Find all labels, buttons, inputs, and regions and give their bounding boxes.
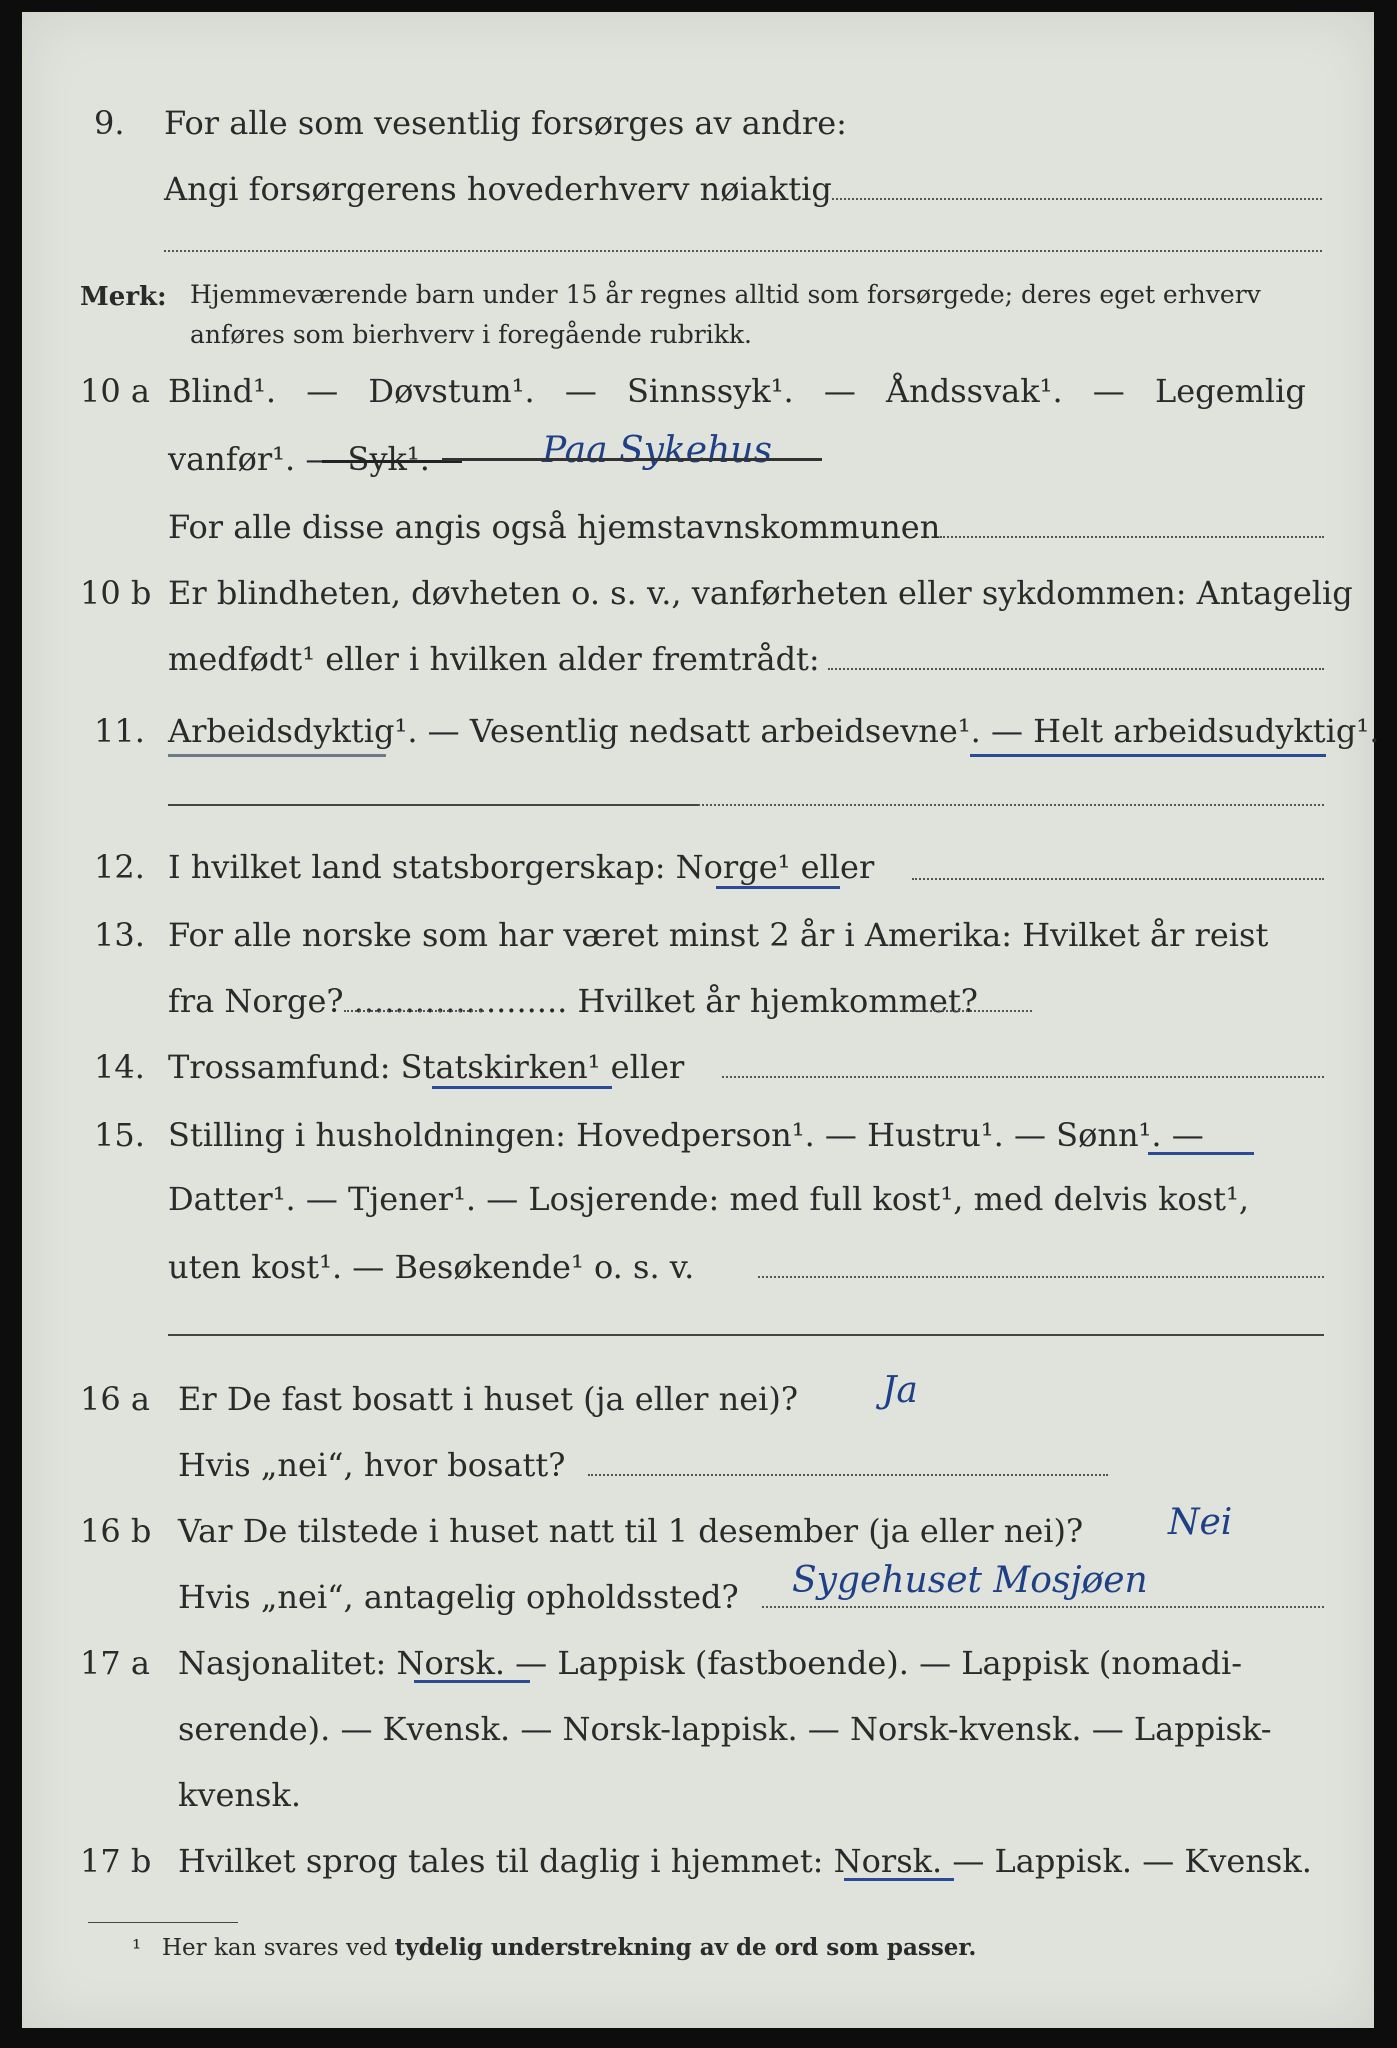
- item-10b-line-2: medfødt¹ eller i hvilken alder fremtrådt:: [168, 640, 820, 678]
- item-15-line-2: Datter¹. — Tjener¹. — Losjerende: med full kost¹, med delvis kost¹,: [168, 1180, 1250, 1218]
- item-17b-number: 17 b: [80, 1842, 152, 1880]
- underline-arbeidsdyktig: [168, 754, 386, 757]
- item-10a-line-3: For alle disse angis også hjemstavnskommunen: [168, 508, 941, 546]
- item-10a-line-1: Blind¹. — Døvstum¹. — Sinnssyk¹. — Åndssvak¹. — Legemlig: [168, 372, 1306, 410]
- item-13-line-1: For alle norske som har været minst 2 år i Amerika: Hvilket år reist: [168, 916, 1269, 954]
- item-10a-line-2: vanfør¹. — Syk¹.: [168, 440, 430, 478]
- item-15-rule: [168, 1334, 1324, 1336]
- underline-helt-arbeidsudyktig: [970, 754, 1326, 757]
- item-12-number: 12.: [94, 848, 145, 886]
- handwritten-16a-answer: Ja: [882, 1370, 918, 1411]
- item-16b-answer-line[interactable]: [762, 1606, 1324, 1608]
- item-17a-line-2: serende). — Kvensk. — Norsk-lappisk. — Norsk-kvensk. — Lappisk-: [178, 1710, 1272, 1748]
- item-17a-line-3: kvensk.: [178, 1776, 301, 1814]
- item-11-answer-line[interactable]: [698, 804, 1324, 806]
- footnote-text-bold: tydelig understrekning av de ord som passer.: [394, 1934, 977, 1961]
- item-9-text: For alle som vesentlig forsørges av andre:: [164, 104, 847, 142]
- item-14-answer-line[interactable]: [722, 1076, 1324, 1078]
- item-16a-number: 16 a: [80, 1380, 150, 1418]
- crossed-out-word: [322, 460, 462, 463]
- item-12-answer-line[interactable]: [912, 878, 1324, 880]
- underline-norsk-17a: [414, 1680, 530, 1683]
- handwritten-16b-place: Sygehuset Mosjøen: [792, 1560, 1148, 1601]
- item-15-answer-line[interactable]: [758, 1276, 1324, 1278]
- note-line-1: Hjemmeværende barn under 15 år regnes alltid som forsørgede; deres eget erhverv: [190, 280, 1261, 309]
- item-13-departure-line[interactable]: [344, 1010, 484, 1012]
- handwritten-16b-answer: Nei: [1168, 1502, 1233, 1543]
- item-11-number: 11.: [94, 712, 145, 750]
- footnote-text-plain: Her kan svares ved: [162, 1935, 388, 1961]
- handwritten-10a-answer: Paa Sykehus: [542, 430, 772, 471]
- item-11-rule: [168, 804, 698, 806]
- item-17a-number: 17 a: [80, 1644, 150, 1682]
- underline-norsk-17b: [844, 1878, 954, 1881]
- item-10b-number: 10 b: [80, 574, 152, 612]
- item-16b-line-2: Hvis „nei“, antagelig opholdssted?: [178, 1578, 739, 1616]
- item-10b-line-1: Er blindheten, døvheten o. s. v., vanførheten eller sykdommen: Antagelig: [168, 574, 1353, 612]
- item-10a-answer-line[interactable]: [940, 536, 1324, 538]
- item-9-answer-line-2[interactable]: [164, 250, 1322, 252]
- footnote-mark: ¹: [132, 1936, 142, 1962]
- item-12-line-1: I hvilket land statsborgerskap: Norge¹ eller: [168, 848, 875, 886]
- item-10b-answer-line[interactable]: [828, 668, 1324, 670]
- underline-sonn: [1148, 1152, 1254, 1155]
- footnote-text: [162, 1934, 976, 1961]
- census-form-page: [22, 12, 1380, 2028]
- item-16a-line-2: Hvis „nei“, hvor bosatt?: [178, 1446, 566, 1484]
- item-15-line-3: uten kost¹. — Besøkende¹ o. s. v.: [168, 1248, 695, 1286]
- note-label: Merk:: [80, 282, 167, 312]
- item-16b-line-1: Var De tilstede i huset natt til 1 desember (ja eller nei)?: [178, 1512, 1084, 1550]
- item-11-line-1: Arbeidsdyktig¹. — Vesentlig nedsatt arbeidsevne¹. — Helt arbeidsudyktig¹.: [168, 712, 1380, 750]
- item-10a-number: 10 a: [80, 372, 150, 410]
- item-16a-line-1: Er De fast bosatt i huset (ja eller nei)?: [178, 1380, 799, 1418]
- item-14-line-1: Trossamfund: Statskirken¹ eller: [168, 1048, 685, 1086]
- item-15-number: 15.: [94, 1116, 145, 1154]
- item-15-line-1: Stilling i husholdningen: Hovedperson¹. — Hustru¹. — Sønn¹. —: [168, 1116, 1204, 1154]
- item-16b-number: 16 b: [80, 1512, 152, 1550]
- underline-statskirken: [432, 1086, 612, 1089]
- item-13-return-line[interactable]: [902, 1010, 1032, 1012]
- answer-underline-10a: [442, 458, 822, 461]
- footnote-rule: [88, 1922, 238, 1923]
- note-line-2: anføres som bierhverv i foregående rubrikk.: [190, 320, 752, 349]
- underline-norge: [716, 886, 840, 889]
- item-9-answer-line[interactable]: [832, 198, 1322, 200]
- item-14-number: 14.: [94, 1048, 145, 1086]
- item-17a-line-1: Nasjonalitet: Norsk. — Lappisk (fastboende). — Lappisk (nomadi-: [178, 1644, 1243, 1682]
- item-13-number: 13.: [94, 916, 145, 954]
- item-16a-answer-line[interactable]: [588, 1474, 1108, 1476]
- item-9-provider-label: Angi forsørgerens hovederhverv nøiaktig: [164, 170, 832, 208]
- item-9-number: 9.: [94, 104, 125, 142]
- item-17b-line-1: Hvilket sprog tales til daglig i hjemmet: Norsk. — Lappisk. — Kvensk.: [178, 1842, 1312, 1880]
- item-13-line-2: fra Norge? ..................... Hvilket år hjemkommet?: [168, 982, 978, 1020]
